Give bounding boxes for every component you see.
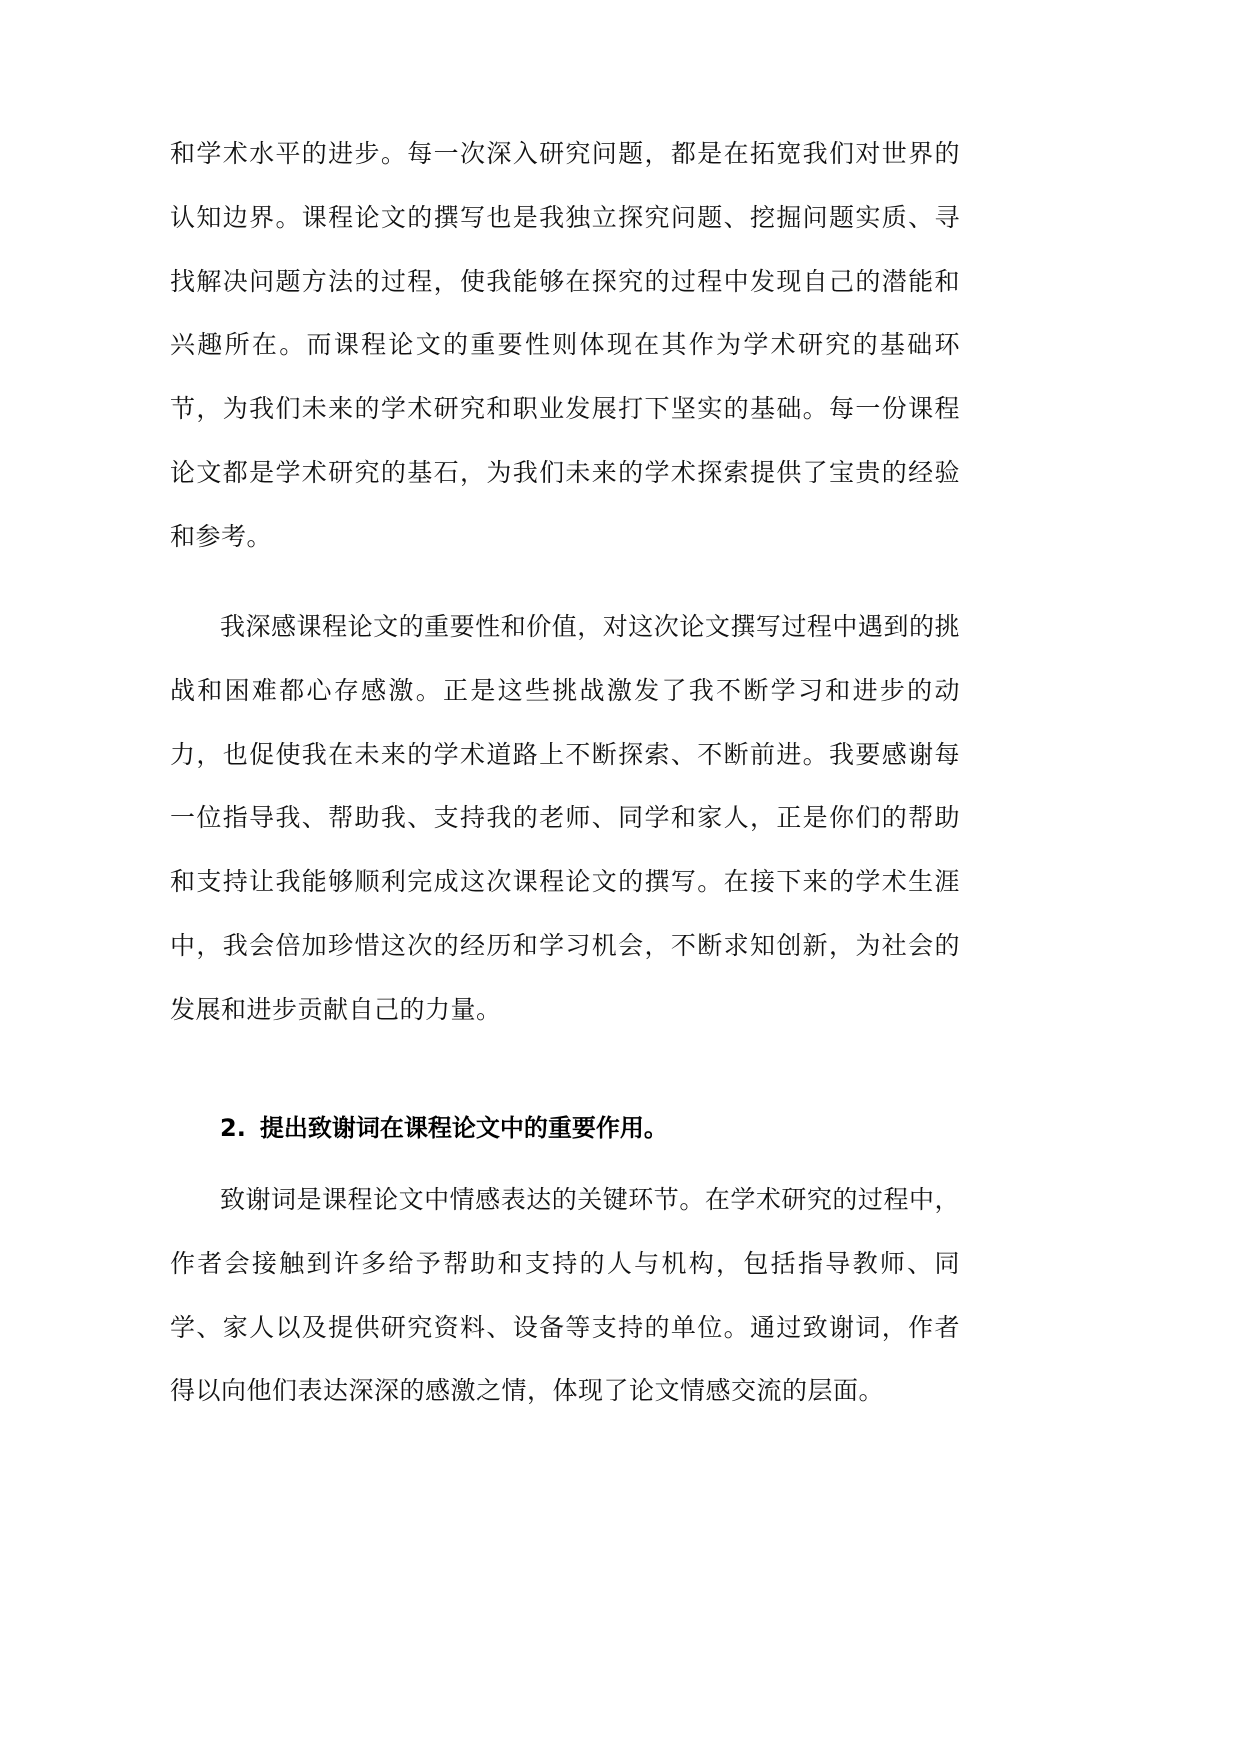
section-title: 提出致谢词在课程论文中的重要作用。 xyxy=(259,1114,668,1142)
body-paragraph-3: 致谢词是课程论文中情感表达的关键环节。在学术研究的过程中，作者会接触到许多给予帮助和支持的人与机构，包括指导教师、同学、家人以及提供研究资料、设备等支持的单位。通过致谢词，作者得以向他们表达深深的感激之情，体现了论文情感交流的层面。 xyxy=(170,1185,960,1406)
body-paragraph-1: 和学术水平的进步。每一次深入研究问题，都是在拓宽我们对世界的认知边界。课程论文的撰写也是我独立探究问题、挖掘问题实质、寻找解决问题方法的过程，使我能够在探究的过程中发现自己的潜能和兴趣所在。而课程论文的重要性则体现在其作为学术研究的基础环节，为我们未来的学术研究和职业发展打下坚实的基础。每一份课程论文都是学术研究的基石，为我们未来的学术探索提供了宝贵的经验和参考。 xyxy=(170,139,960,551)
body-paragraph-2: 我深感课程论文的重要性和价值，对这次论文撰写过程中遇到的挑战和困难都心存感激。正是这些挑战激发了我不断学习和进步的动力，也促使我在未来的学术道路上不断探索、不断前进。我要感谢每一位指导我、帮助我、支持我的老师、同学和家人，正是你们的帮助和支持让我能够顺利完成这次课程论文的撰写。在接下来的学术生涯中，我会倍加珍惜这次的经历和学习机会，不断求知创新，为社会的发展和进步贡献自己的力量。 xyxy=(170,612,960,1024)
section-number: 2. xyxy=(220,1114,246,1142)
section-heading xyxy=(220,1098,668,1158)
